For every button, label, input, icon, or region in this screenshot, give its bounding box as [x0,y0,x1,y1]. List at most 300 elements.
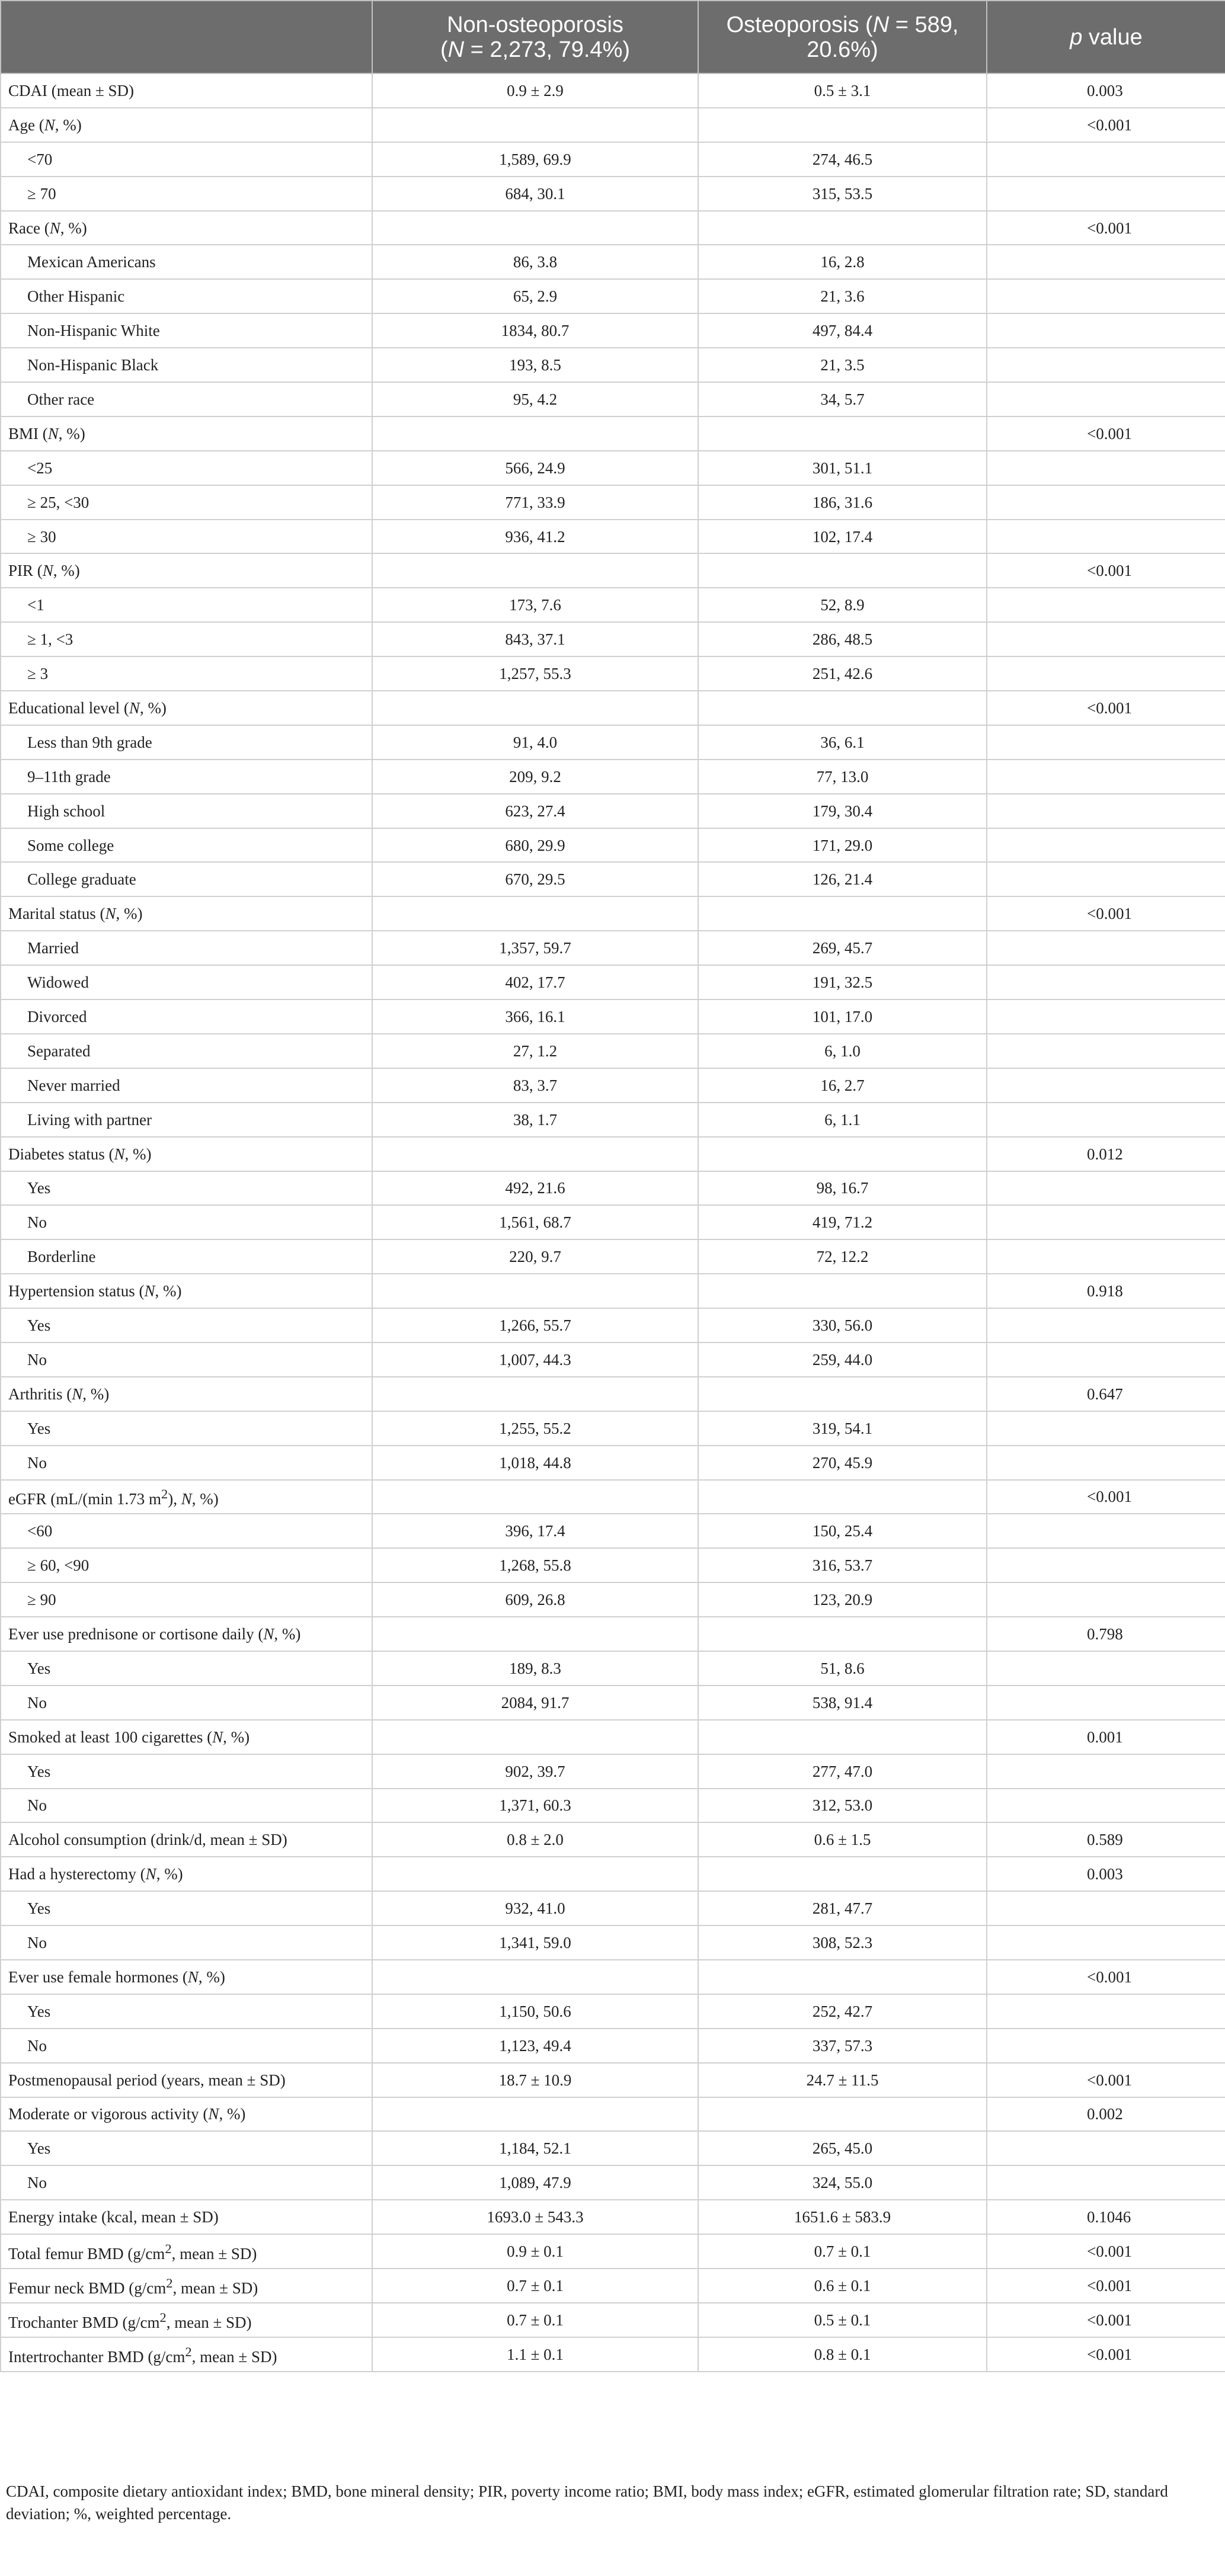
row-label [1,553,372,588]
label-text-end: , %) [223,1728,250,1746]
non-osteoporosis-value: 193, 8.5 [372,348,698,382]
label-text-end: , %) [274,1625,301,1643]
row-label: No [1,1789,372,1823]
non-osteoporosis-value: 86, 3.8 [372,245,698,279]
row-label: Yes [1,1891,372,1925]
label-n-symbol: N [144,1282,155,1300]
label-n-symbol: N [181,1490,192,1508]
table-group-row [1,1720,1225,1754]
table-subrow [1,1446,1225,1480]
osteoporosis-value: 98, 16.7 [698,1171,987,1206]
row-label [1,2234,372,2269]
table-subrow [1,142,1225,177]
row-label: No [1,1343,372,1377]
osteoporosis-value: 21, 3.5 [698,348,987,382]
osteoporosis-value: 319, 54.1 [698,1411,987,1446]
osteoporosis-value [698,553,987,588]
row-label [1,1377,372,1411]
row-label: High school [1,794,372,828]
table-subrow [1,965,1225,999]
osteoporosis-value: 72, 12.2 [698,1239,987,1274]
non-osteoporosis-value [372,1857,698,1891]
p-value: 0.012 [987,1137,1225,1171]
table-subrow [1,794,1225,828]
table-subrow [1,279,1225,313]
non-osteoporosis-value: 1,150, 50.6 [372,1994,698,2029]
osteoporosis-value: 126, 21.4 [698,862,987,896]
osteoporosis-value: 21, 3.6 [698,279,987,313]
osteoporosis-value: 34, 5.7 [698,382,987,416]
label-text: Hypertension status ( [8,1282,145,1300]
p-value [987,760,1225,794]
label-text: PIR ( [8,562,43,580]
non-osteoporosis-value: 1,257, 55.3 [372,656,698,691]
row-label [1,1960,372,1994]
table-group-row [1,1617,1225,1651]
osteoporosis-value: 419, 71.2 [698,1205,987,1239]
osteoporosis-value [698,1377,987,1411]
p-value [987,177,1225,211]
table-group-row [1,1960,1225,1994]
p-value: <0.001 [987,896,1225,931]
table-row [1,2200,1225,2234]
p-value [987,485,1225,520]
non-osteoporosis-value: 843, 37.1 [372,622,698,656]
osteoporosis-value: 191, 32.5 [698,965,987,999]
row-label: Yes [1,1171,372,1206]
p-value: 0.001 [987,1720,1225,1754]
label-text: Arthritis ( [8,1385,72,1403]
non-osteoporosis-value: 38, 1.7 [372,1103,698,1137]
non-osteoporosis-value: 366, 16.1 [372,999,698,1034]
row-label: Living with partner [1,1103,372,1137]
osteoporosis-value: 251, 42.6 [698,656,987,691]
osteoporosis-value: 6, 1.0 [698,1034,987,1068]
table-subrow [1,177,1225,211]
p-value [987,725,1225,760]
non-osteoporosis-value: 1.1 ± 0.1 [372,2337,698,2372]
row-label: Yes [1,2131,372,2165]
osteoporosis-value: 277, 47.0 [698,1754,987,1789]
row-label: Other Hispanic [1,279,372,313]
row-label [1,1617,372,1651]
p-value [987,245,1225,279]
table-header [1,1,1225,73]
label-text-end: , mean ± SD) [171,2245,257,2263]
table-body [1,73,1225,2372]
p-value: 0.798 [987,1617,1225,1651]
row-label [1,2097,372,2132]
osteoporosis-value [698,691,987,725]
osteoporosis-value [698,896,987,931]
osteoporosis-value: 101, 17.0 [698,999,987,1034]
label-text: Had a hysterectomy ( [8,1865,146,1883]
osteoporosis-value: 1651.6 ± 583.9 [698,2200,987,2234]
p-value [987,1994,1225,2029]
osteoporosis-value: 330, 56.0 [698,1308,987,1343]
table-group-row [1,2303,1225,2337]
p-value: 0.1046 [987,2200,1225,2234]
osteoporosis-value [698,416,987,451]
row-label: Non-Hispanic Black [1,348,372,382]
header-osteoporosis [698,1,987,73]
table-group-row [1,2269,1225,2303]
table-subrow [1,1925,1225,1960]
non-osteoporosis-value [372,1480,698,1514]
row-label: Mexican Americans [1,245,372,279]
p-value [987,1034,1225,1068]
label-n-symbol: N [44,116,55,134]
table-subrow [1,1205,1225,1239]
label-superscript: 2 [185,2344,192,2359]
table-row [1,1822,1225,1857]
label-text-end: , mean ± SD) [191,2347,277,2366]
osteoporosis-value: 36, 6.1 [698,725,987,760]
table-subrow [1,1789,1225,1823]
non-osteoporosis-value [372,108,698,142]
p-value: 0.589 [987,1822,1225,1857]
p-value [987,588,1225,622]
label-text-end: , %) [53,562,80,580]
p-value [987,142,1225,177]
table-subrow [1,2165,1225,2200]
non-osteoporosis-value [372,896,698,931]
row-label: Borderline [1,1239,372,1274]
non-osteoporosis-value: 65, 2.9 [372,279,698,313]
row-label [1,2337,372,2372]
header-non-osteo-count: = 2,273, 79.4%) [464,37,631,62]
row-label: No [1,2029,372,2063]
label-n-symbol: N [263,1625,274,1643]
non-osteoporosis-value: 209, 9.2 [372,760,698,794]
label-text: Ever use prednisone or cortisone daily ( [8,1625,264,1643]
table-group-row [1,416,1225,451]
table-subrow [1,382,1225,416]
row-label: No [1,1686,372,1720]
p-value [987,382,1225,416]
row-label: Yes [1,1651,372,1686]
label-text: Ever use female hormones ( [8,1968,188,1986]
p-value: <0.001 [987,1480,1225,1514]
non-osteoporosis-value [372,1274,698,1308]
table-subrow [1,313,1225,348]
table-subrow [1,1754,1225,1789]
row-label [1,1857,372,1891]
table-footnote: CDAI, composite dietary antioxidant index; BMD, bone mineral density; PIR, poverty income ratio; BMI, body mass index; eGFR, estimated glomerular filtration rate; SD, standard deviation; %, weighted percentage. [6,2482,1168,2523]
osteoporosis-value [698,1274,987,1308]
table-subrow [1,1103,1225,1137]
p-value [987,1068,1225,1103]
label-text-end: , %) [58,424,85,443]
row-label: Some college [1,828,372,863]
row-label: Divorced [1,999,372,1034]
non-osteoporosis-value: 1,255, 55.2 [372,1411,698,1446]
non-osteoporosis-value: 173, 7.6 [372,588,698,622]
p-value [987,1651,1225,1686]
table-group-row [1,2234,1225,2269]
non-osteoporosis-value: 492, 21.6 [372,1171,698,1206]
row-label: <60 [1,1514,372,1548]
osteoporosis-value [698,108,987,142]
table-group-row [1,553,1225,588]
row-label [1,1137,372,1171]
p-value [987,965,1225,999]
row-label: Energy intake (kcal, mean ± SD) [1,2200,372,2234]
p-value [987,656,1225,691]
label-text: Diabetes status ( [8,1145,114,1163]
row-label [1,2269,372,2303]
non-osteoporosis-value: 1,561, 68.7 [372,1205,698,1239]
label-text-end: , %) [82,1385,110,1403]
table-group-row [1,2097,1225,2132]
osteoporosis-value: 77, 13.0 [698,760,987,794]
p-value: <0.001 [987,691,1225,725]
non-osteoporosis-value: 1,371, 60.3 [372,1789,698,1823]
p-value [987,1514,1225,1548]
label-text-end: , %) [60,219,87,237]
label-text-end: , %) [116,905,143,923]
row-label: <70 [1,142,372,177]
p-value [987,999,1225,1034]
p-value: 0.003 [987,1857,1225,1891]
p-value: 0.002 [987,2097,1225,2132]
osteoporosis-value: 186, 31.6 [698,485,987,520]
p-value [987,1925,1225,1960]
non-osteoporosis-value: 936, 41.2 [372,520,698,554]
osteoporosis-value [698,1857,987,1891]
row-label: Postmenopausal period (years, mean ± SD) [1,2063,372,2097]
row-label [1,1274,372,1308]
label-text-end: , %) [191,1490,219,1508]
row-label: Non-Hispanic White [1,313,372,348]
label-superscript: 2 [166,2275,173,2290]
p-value: 0.647 [987,1377,1225,1411]
row-label: Other race [1,382,372,416]
label-text-end: , %) [156,1865,183,1883]
p-value [987,1103,1225,1137]
table-group-row [1,211,1225,245]
row-label: ≥ 3 [1,656,372,691]
table-group-row [1,2337,1225,2372]
label-text: Marital status ( [8,905,105,923]
row-label [1,108,372,142]
p-value [987,1754,1225,1789]
row-label [1,211,372,245]
label-n-symbol: N [114,1145,125,1163]
table-subrow [1,1651,1225,1686]
non-osteoporosis-value: 1693.0 ± 543.3 [372,2200,698,2234]
non-osteoporosis-value [372,1377,698,1411]
table-subrow [1,1514,1225,1548]
label-text: Moderate or vigorous activity ( [8,2105,209,2123]
table-subrow [1,1411,1225,1446]
p-value [987,1789,1225,1823]
non-osteoporosis-value: 396, 17.4 [372,1514,698,1548]
label-text-end: , %) [124,1145,152,1163]
table-subrow [1,1034,1225,1068]
p-value [987,1582,1225,1617]
table-subrow [1,760,1225,794]
row-label: Never married [1,1068,372,1103]
non-osteoporosis-value: 27, 1.2 [372,1034,698,1068]
label-n-symbol: N [47,424,59,443]
table-subrow [1,451,1225,485]
table-subrow [1,485,1225,520]
header-p-symbol: p [1070,24,1083,50]
p-value [987,1343,1225,1377]
row-label: College graduate [1,862,372,896]
table-subrow [1,1171,1225,1206]
row-label: ≥ 1, <3 [1,622,372,656]
label-text: Trochanter BMD (g/cm [8,2313,160,2331]
p-value [987,622,1225,656]
header-row [1,1,1225,73]
table-group-row [1,1137,1225,1171]
label-text: Race ( [8,219,50,237]
table-row [1,2063,1225,2097]
osteoporosis-value [698,211,987,245]
non-osteoporosis-value: 684, 30.1 [372,177,698,211]
non-osteoporosis-value: 0.9 ± 0.1 [372,2234,698,2269]
table-group-row [1,1377,1225,1411]
label-text-mid: ), [168,1490,181,1508]
osteoporosis-value [698,1480,987,1514]
osteoporosis-value: 51, 8.6 [698,1651,987,1686]
osteoporosis-value: 274, 46.5 [698,142,987,177]
row-label: Yes [1,1994,372,2029]
header-non-osteo-line1: Non-osteoporosis [447,12,623,37]
row-label [1,2303,372,2337]
label-superscript: 2 [165,2241,172,2257]
p-value [987,520,1225,554]
non-osteoporosis-value: 91, 4.0 [372,725,698,760]
label-text: Femur neck BMD (g/cm [8,2279,167,2297]
osteoporosis-value: 538, 91.4 [698,1686,987,1720]
osteoporosis-value: 0.5 ± 3.1 [698,73,987,108]
osteoporosis-value: 259, 44.0 [698,1343,987,1377]
p-value [987,1411,1225,1446]
label-text-end: , %) [155,1282,182,1300]
header-variable [1,1,372,73]
header-osteo-count: = 589, [889,12,959,37]
row-label: No [1,1925,372,1960]
p-value: <0.001 [987,108,1225,142]
row-label [1,1480,372,1514]
row-label: No [1,1446,372,1480]
p-value [987,2029,1225,2063]
table-subrow [1,931,1225,965]
row-label: Alcohol consumption (drink/d, mean ± SD) [1,1822,372,1857]
row-label [1,416,372,451]
osteoporosis-value: 315, 53.5 [698,177,987,211]
table-group-row [1,1857,1225,1891]
row-label: ≥ 30 [1,520,372,554]
non-osteoporosis-value [372,553,698,588]
row-label: Yes [1,1754,372,1789]
table-group-row [1,1480,1225,1514]
osteoporosis-value: 0.5 ± 0.1 [698,2303,987,2337]
label-n-symbol: N [105,905,116,923]
p-value: <0.001 [987,2303,1225,2337]
table-subrow [1,1343,1225,1377]
non-osteoporosis-value: 0.7 ± 0.1 [372,2303,698,2337]
label-text-end: , %) [55,116,82,134]
p-value: <0.001 [987,2269,1225,2303]
row-label [1,896,372,931]
osteoporosis-value [698,1137,987,1171]
p-value [987,1548,1225,1582]
table-subrow [1,862,1225,896]
row-label: 9–11th grade [1,760,372,794]
p-value: <0.001 [987,1960,1225,1994]
osteoporosis-value: 171, 29.0 [698,828,987,863]
table-subrow [1,1068,1225,1103]
table-subrow [1,1239,1225,1274]
label-n-symbol: N [129,699,140,717]
header-non-osteo-open: ( [440,37,448,62]
table-subrow [1,1686,1225,1720]
label-text-end: , mean ± SD) [172,2279,258,2297]
label-n-symbol: N [212,1728,223,1746]
p-value: <0.001 [987,553,1225,588]
osteoporosis-value: 269, 45.7 [698,931,987,965]
osteoporosis-value: 24.7 ± 11.5 [698,2063,987,2097]
osteoporosis-value: 301, 51.1 [698,451,987,485]
label-superscript: 2 [159,2309,167,2325]
non-osteoporosis-value: 932, 41.0 [372,1891,698,1925]
row-label: Married [1,931,372,965]
osteoporosis-value: 324, 55.0 [698,2165,987,2200]
p-value: <0.001 [987,2063,1225,2097]
row-label: <25 [1,451,372,485]
non-osteoporosis-value: 1,123, 49.4 [372,2029,698,2063]
table-subrow [1,348,1225,382]
osteoporosis-value: 286, 48.5 [698,622,987,656]
non-osteoporosis-value: 1,089, 47.9 [372,2165,698,2200]
table-group-row [1,691,1225,725]
row-label: Yes [1,1411,372,1446]
osteoporosis-value [698,1960,987,1994]
header-osteo-label: Osteoporosis ( [726,12,873,37]
non-osteoporosis-value [372,1960,698,1994]
p-value [987,2131,1225,2165]
label-n-symbol: N [187,1968,199,1986]
row-label [1,1720,372,1754]
label-text: Educational level ( [8,699,129,717]
non-osteoporosis-value: 1,341, 59.0 [372,1925,698,1960]
table-subrow [1,656,1225,691]
non-osteoporosis-value: 1,589, 69.9 [372,142,698,177]
non-osteoporosis-value: 1,007, 44.3 [372,1343,698,1377]
table-subrow [1,622,1225,656]
osteoporosis-value: 0.7 ± 0.1 [698,2234,987,2269]
osteoporosis-value: 102, 17.4 [698,520,987,554]
table-subrow [1,1994,1225,2029]
p-value: 0.003 [987,73,1225,108]
p-value [987,313,1225,348]
label-text: eGFR (mL/(min 1.73 m [8,1490,161,1508]
label-text: Smoked at least 100 cigarettes ( [8,1728,213,1746]
non-osteoporosis-value [372,1137,698,1171]
non-osteoporosis-value [372,691,698,725]
p-value [987,451,1225,485]
non-osteoporosis-value: 1,357, 59.7 [372,931,698,965]
non-osteoporosis-value: 1834, 80.7 [372,313,698,348]
row-label: ≥ 25, <30 [1,485,372,520]
label-text: Total femur BMD (g/cm [8,2245,165,2263]
p-value [987,862,1225,896]
non-osteoporosis-value: 670, 29.5 [372,862,698,896]
